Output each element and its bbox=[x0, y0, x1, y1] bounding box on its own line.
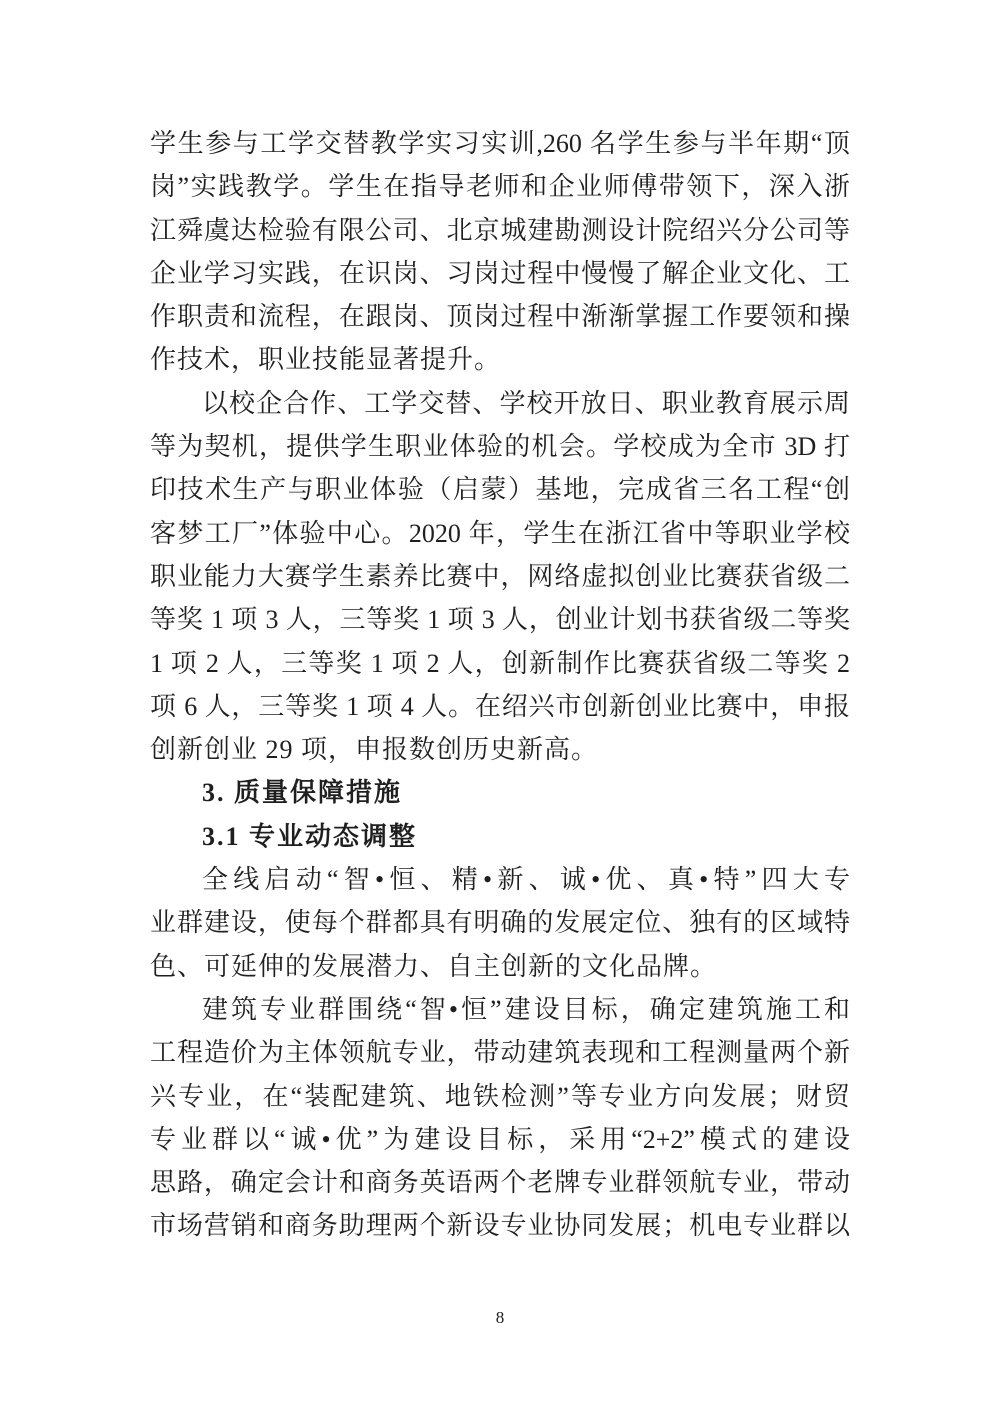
text-line: 创新创业 29 项，申报数创历史新高。 bbox=[150, 735, 599, 765]
text-line: 建筑专业群围绕“智•恒”建设目标，确定建筑施工和 bbox=[202, 994, 850, 1024]
text-line: 1 项 2 人，三等奖 1 项 2 人，创新制作比赛获省级二等奖 2 bbox=[150, 648, 850, 678]
page-footer bbox=[0, 1306, 1000, 1330]
text-line: 工程造价为主体领航专业，带动建筑表现和工程测量两个新 bbox=[150, 1038, 850, 1068]
section-heading: 3.1 专业动态调整 bbox=[202, 821, 418, 851]
page-number: 8 bbox=[495, 1308, 505, 1327]
text-line: 思路，确定会计和商务英语两个老牌专业群领航专业，带动 bbox=[150, 1168, 850, 1198]
text-line: 岗”实践教学。学生在指导老师和企业师傅带领下，深入浙 bbox=[150, 172, 850, 202]
text-line: 江舜虞达检验有限公司、北京城建勘测设计院绍兴分公司等 bbox=[150, 215, 850, 245]
text-line: 作职责和流程，在跟岗、顶岗过程中渐渐掌握工作要领和操 bbox=[150, 302, 850, 332]
text-line: 职业能力大赛学生素养比赛中，网络虚拟创业比赛获省级二 bbox=[150, 561, 850, 591]
text-line: 作技术，职业技能显著提升。 bbox=[150, 345, 502, 375]
text-line: 项 6 人，三等奖 1 项 4 人。在绍兴市创新创业比赛中，申报 bbox=[150, 691, 850, 721]
text-line: 等为契机，提供学生职业体验的机会。学校成为全市 3D 打 bbox=[150, 432, 850, 462]
text-line: 兴专业，在“装配建筑、地铁检测”等专业方向发展；财贸 bbox=[150, 1081, 850, 1111]
text-line: 印技术生产与职业体验（启蒙）基地，完成省三名工程“创 bbox=[150, 475, 850, 505]
text-line: 以校企合作、工学交替、学校开放日、职业教育展示周 bbox=[202, 388, 850, 418]
text-line: 全线启动“智•恒、精•新、诚•优、真•特”四大专 bbox=[202, 865, 850, 895]
text-line: 专业群以“诚•优”为建设目标，采用“2+2”模式的建设 bbox=[150, 1124, 850, 1154]
text-line: 色、可延伸的发展潜力、自主创新的文化品牌。 bbox=[150, 951, 718, 981]
text-line: 学生参与工学交替教学实习实训,260 名学生参与半年期“顶 bbox=[150, 129, 850, 158]
document-body bbox=[150, 122, 850, 1248]
text-line: 客梦工厂”体验中心。2020 年，学生在浙江省中等职业学校 bbox=[150, 518, 850, 548]
text-line: 等奖 1 项 3 人，三等奖 1 项 3 人，创业计划书获省级二等奖 bbox=[150, 605, 850, 635]
text-line: 业群建设，使每个群都具有明确的发展定位、独有的区域特 bbox=[150, 908, 850, 938]
text-line: 市场营销和商务助理两个新设专业协同发展；机电专业群以 bbox=[150, 1211, 850, 1241]
text-line: 企业学习实践，在识岗、习岗过程中慢慢了解企业文化、工 bbox=[150, 258, 850, 288]
section-heading: 3. 质量保障措施 bbox=[202, 778, 403, 808]
